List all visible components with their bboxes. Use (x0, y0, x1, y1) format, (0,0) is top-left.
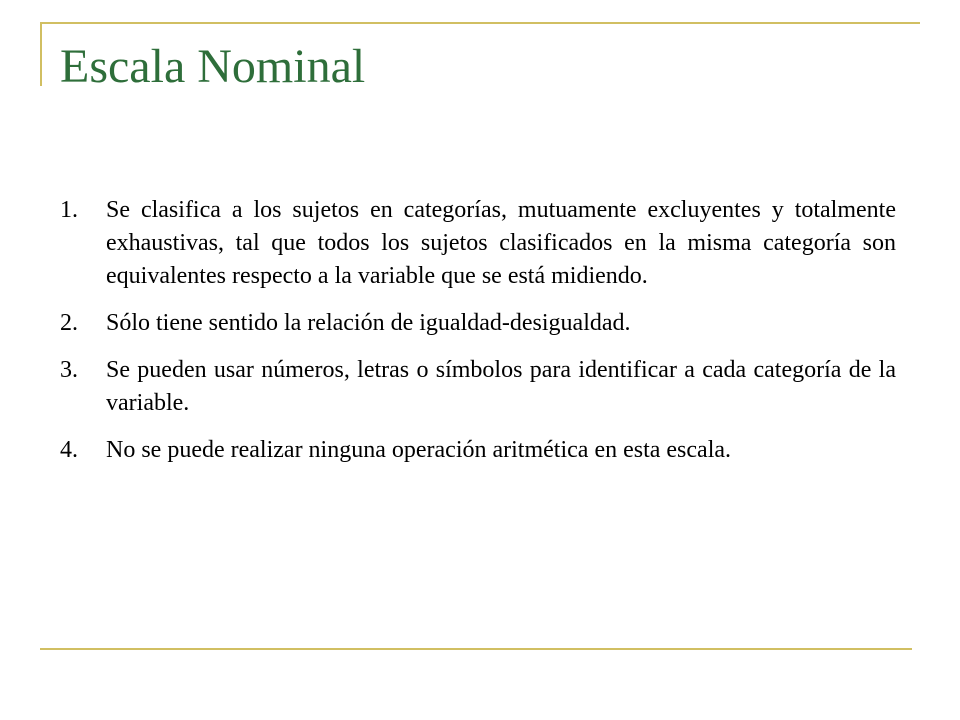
item-number: 1. (60, 197, 78, 223)
top-divider (40, 22, 920, 24)
item-number: 2. (60, 310, 78, 336)
list-item (60, 194, 896, 293)
list-item (60, 354, 896, 420)
left-divider (40, 22, 42, 86)
item-text: Sólo tiene sentido la relación de igualdad-desigualdad. (106, 310, 631, 336)
bottom-divider (40, 648, 912, 650)
item-number: 4. (60, 437, 78, 463)
item-text: No se puede realizar ninguna operación aritmética en esta escala. (106, 437, 732, 463)
slide-title: Escala Nominal (60, 40, 366, 93)
item-text: Se clasifica a los sujetos en categorías, mutuamente excluyentes y totalmente exhaustivas, tal que todos los sujetos clasificados en la misma categoría son equivalentes respecto a la variable que se está midiendo. (106, 197, 896, 289)
list-item (60, 307, 896, 340)
item-text: Se pueden usar números, letras o símbolos para identificar a cada categoría de la variable. (106, 357, 896, 416)
item-number: 3. (60, 357, 78, 383)
numbered-list (60, 194, 896, 481)
list-item (60, 434, 896, 467)
